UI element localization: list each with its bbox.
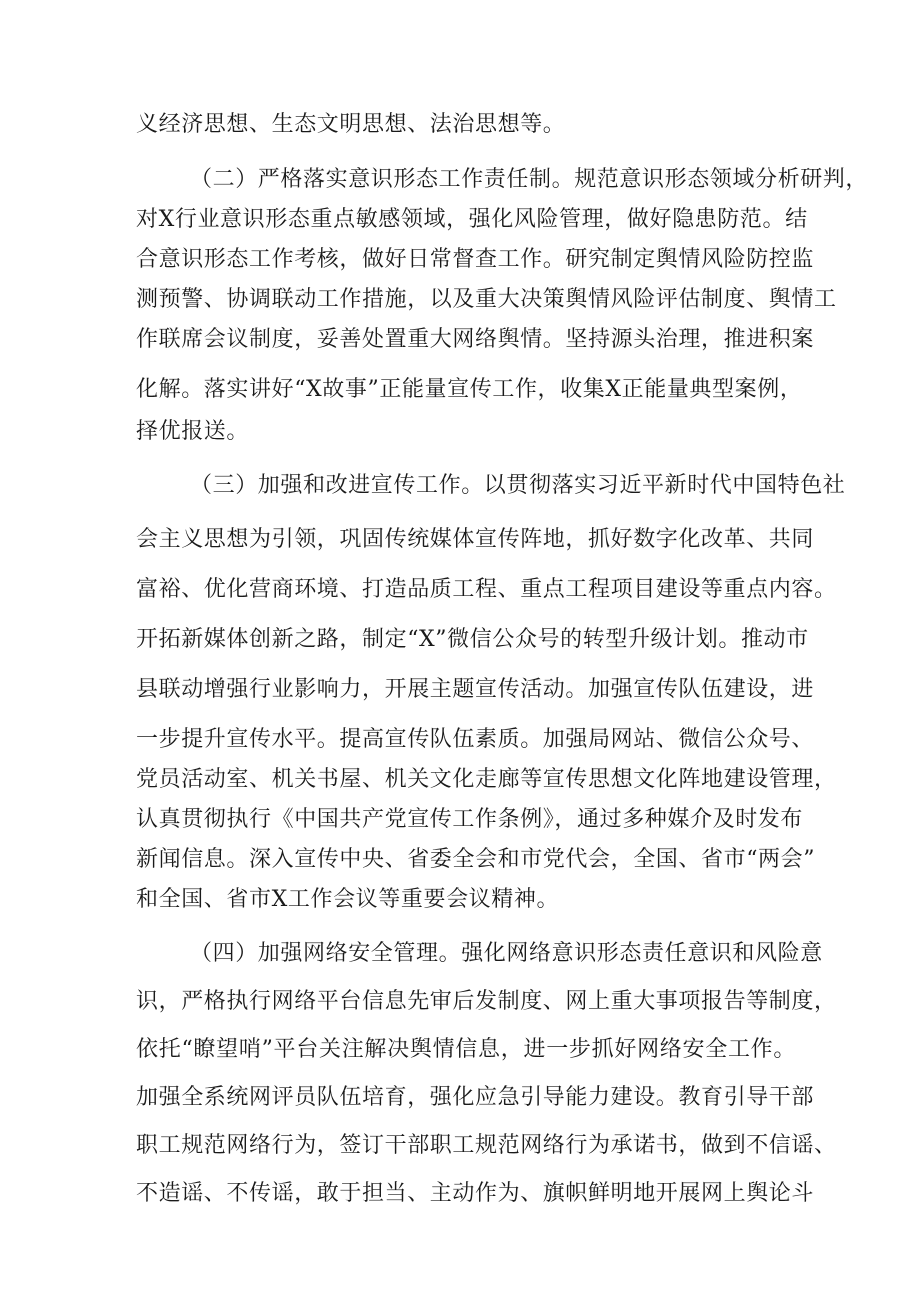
paragraph-4-line-5: 职工规范网络行为，签订干部职工规范网络行为承诺书，做到不信谣、 — [136, 1133, 837, 1158]
paragraph-4-line-6: 不造谣、不传谣，敢于担当、主动作为、旗帜鲜明地开展网上舆论斗 — [136, 1181, 815, 1206]
paragraph-2-line-4: 测预警、协调联动工作措施，以及重大决策舆情风险评估制度、舆情工 — [136, 287, 837, 312]
paragraph-3-line-2: 会主义思想为引领，巩固传统媒体宣传阵地，抓好数字化改革、共同 — [136, 527, 815, 552]
paragraph-3-heading-line: （三）加强和改进宣传工作。以贯彻落实习近平新时代中国特色社 — [190, 473, 846, 498]
paragraph-3-line-10: 和全国、省市X工作会议等重要会议精神。 — [136, 887, 560, 912]
paragraph-4-line-4: 加强全系统网评员队伍培育，强化应急引导能力建设。教育引导干部 — [136, 1085, 815, 1110]
paragraph-3-line-9: 新闻信息。深入宣传中央、省委全会和市党代会，全国、省市“两会” — [136, 847, 816, 872]
paragraph-2-line-7: 择优报送。 — [136, 419, 250, 444]
paragraph-3-line-7: 党员活动室、机关书屋、机关文化走廊等宣传思想文化阵地建设管理， — [136, 767, 837, 792]
paragraph-4-heading-line: （四）加强网络安全管理。强化网络意识形态责任意识和风险意 — [190, 941, 823, 966]
paragraph-1-line-1: 义经济思想、生态文明思想、法治思想等。 — [136, 112, 566, 137]
paragraph-3-line-6: 一步提升宣传水平。提高宣传队伍素质。加强局网站、微信公众号、 — [136, 727, 815, 752]
paragraph-2-heading-line: （二）严格落实意识形态工作责任制。规范意识形态领域分析研判， — [190, 167, 869, 192]
paragraph-4-line-2: 识，严格执行网络平台信息先审后发制度、网上重大事项报告等制度， — [136, 989, 837, 1014]
paragraph-3-line-8: 认真贯彻执行《中国共产党宣传工作条例》，通过多种媒介及时发布 — [136, 807, 804, 832]
paragraph-2-line-6: 化解。落实讲好“X故事”正能量宣传工作，收集X正能量典型案例， — [136, 377, 803, 402]
paragraph-3-line-4: 开拓新媒体创新之路，制定“X”微信公众号的转型升级计划。推动市 — [136, 627, 809, 652]
paragraph-3-line-5: 县联动增强行业影响力，开展主题宣传活动。加强宣传队伍建设，进 — [136, 677, 815, 702]
paragraph-2-line-2: 对X行业意识形态重点敏感领域，强化风险管理，做好隐患防范。结 — [136, 207, 808, 232]
paragraph-4-line-3: 依托“瞭望哨”平台关注解决舆情信息，进一步抓好网络安全工作。 — [136, 1037, 796, 1062]
paragraph-2-line-5: 作联席会议制度，妥善处置重大网络舆情。坚持源头治理，推进积案 — [136, 327, 815, 352]
paragraph-2-line-3: 合意识形态工作考核，做好日常督查工作。研究制定舆情风险防控监 — [136, 247, 815, 272]
paragraph-3-line-3: 富裕、优化营商环境、打造品质工程、重点工程项目建设等重点内容。 — [136, 577, 837, 602]
